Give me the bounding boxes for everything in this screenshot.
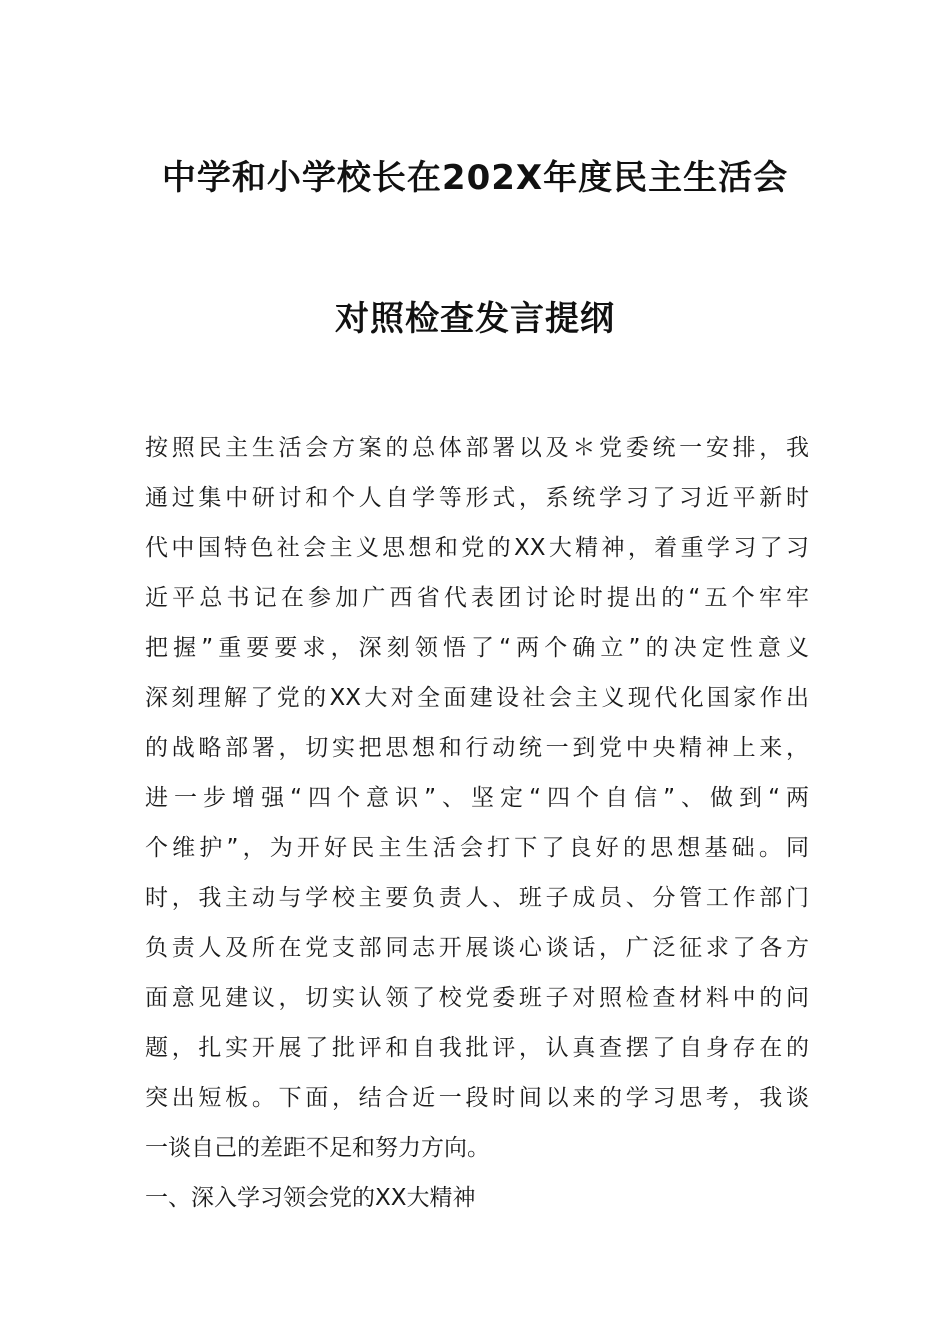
paragraph-line: 把握”重要要求，深刻领悟了“两个确立”的决定性意义 [145, 635, 809, 661]
paragraph-line: 的战略部署，切实把思想和行动统一到党中央精神上来， [145, 735, 809, 761]
paragraph-line: 题，扎实开展了批评和自我批评，认真查摆了自身存在的 [145, 1035, 809, 1061]
paragraph-line: 近平总书记在参加广西省代表团讨论时提出的“五个牢牢 [145, 585, 809, 611]
paragraph-line: 按照民主生活会方案的总体部署以及＊党委统一安排，我 [145, 435, 809, 461]
paragraph-line: 进一步增强“四个意识”、坚定“四个自信”、做到“两 [145, 785, 809, 811]
paragraph-line: 代中国特色社会主义思想和党的XX大精神，着重学习了习 [145, 535, 809, 561]
document-title-line-1: 中学和小学校长在202X年度民主生活会 [161, 158, 789, 198]
paragraph-line: 个维护”，为开好民主生活会打下了良好的思想基础。同 [145, 835, 809, 861]
paragraph-line: 时，我主动与学校主要负责人、班子成员、分管工作部门 [145, 885, 809, 911]
paragraph-line: 突出短板。下面，结合近一段时间以来的学习思考，我谈 [145, 1085, 809, 1111]
paragraph-line: 一谈自己的差距不足和努力方向。 [145, 1135, 490, 1161]
document-title-line-2: 对照检查发言提纲 [335, 299, 615, 339]
section-heading: 一、深入学习领会党的XX大精神 [145, 1185, 476, 1211]
paragraph-line: 通过集中研讨和个人自学等形式，系统学习了习近平新时 [145, 485, 809, 511]
paragraph-line: 深刻理解了党的XX大对全面建设社会主义现代化国家作出 [145, 685, 809, 711]
paragraph-line: 负责人及所在党支部同志开展谈心谈话，广泛征求了各方 [145, 935, 809, 961]
paragraph-line: 面意见建议，切实认领了校党委班子对照检查材料中的问 [145, 985, 809, 1011]
